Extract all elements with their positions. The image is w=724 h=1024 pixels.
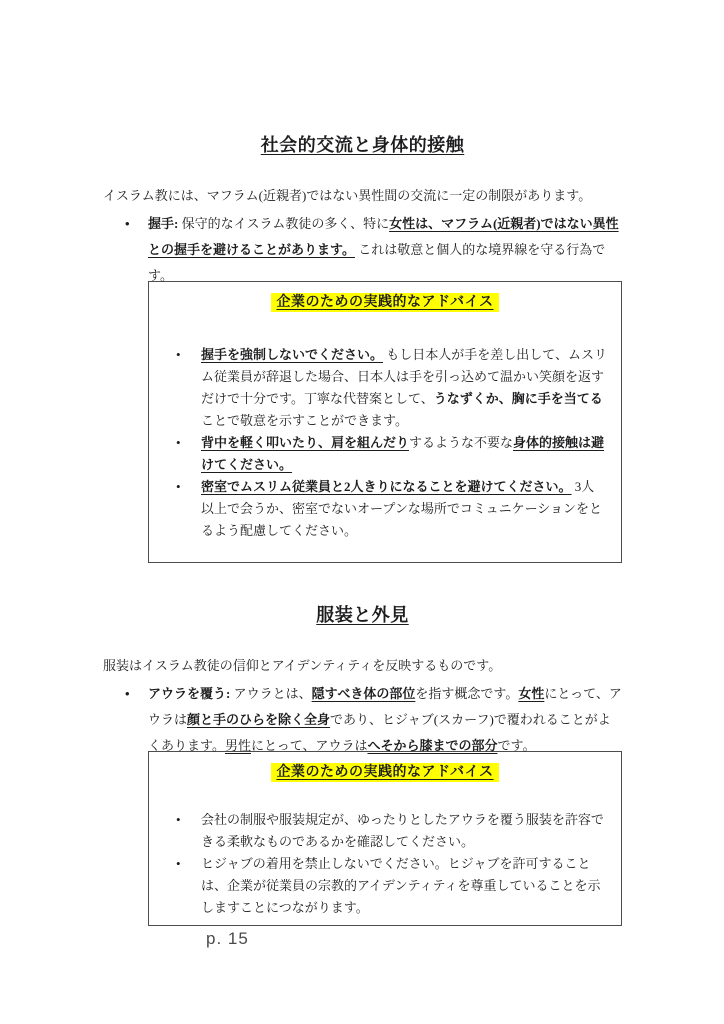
list-item [201, 432, 607, 476]
text-segment: にとって、アウラは [250, 738, 368, 753]
bullet-list [103, 211, 622, 289]
advice-bullet-list [149, 809, 621, 925]
page-content [103, 0, 622, 949]
highlighted-title: 企業のための実践的なアドバイス [271, 293, 498, 312]
text-segment: 顔と手のひらを除く全身 [187, 712, 331, 727]
text-segment: これは敬意と個人的な境界線を守る行為です。 [148, 242, 606, 283]
text-segment: ヒジャブの着用を禁止しないでください。ヒジャブを許可することは、企業が従業員の宗教的アイデンティティを尊重していることを示しますことにつながります。 [201, 856, 601, 915]
section-intro: 服装はイスラム教徒の信仰とアイデンティティを反映するものです。 [103, 658, 502, 673]
section-intro: イスラム教には、マフラム(近親者)ではない異性間の交流に一定の制限があります。 [103, 188, 592, 203]
text-segment: 握手を強制しないでください。 [201, 347, 384, 362]
text-segment: 保守的なイスラム教徒の多く、特に [181, 216, 390, 231]
list-item [103, 681, 622, 759]
list-item [201, 809, 607, 853]
text-segment: 男性 [224, 738, 251, 753]
page-number: p. 15 [206, 929, 249, 948]
advice-box [148, 281, 622, 563]
bullet-list [103, 681, 622, 759]
text-segment: 女性 [518, 686, 545, 701]
advice-box [148, 751, 622, 926]
text-segment: アウラとは、 [233, 686, 312, 701]
text-segment: アウラを覆う: [148, 686, 234, 701]
highlighted-title: 企業のための実践的なアドバイス [271, 763, 498, 782]
text-segment: 会社の制服や服装規定が、ゆったりとしたアウラを覆う服装を許容できる柔軟なものであるかを確認してください。 [201, 812, 604, 849]
text-segment: にとって、アウラは [148, 686, 622, 727]
text-segment: へそから膝までの部分 [367, 738, 498, 753]
section-title-social-interaction: 社会的交流と身体的接触 [260, 135, 465, 155]
text-segment: ことで敬意を示すことができます。 [201, 413, 408, 428]
text-segment: 女性は、マフラム(近親者)ではない異性との握手を避けることがあります。 [148, 216, 619, 257]
text-segment: 握手: [148, 216, 182, 231]
text-segment: 身体的接触は避けてください。 [201, 435, 605, 472]
text-segment: もし日本人が手を差し出して、ムスリム従業員が辞退した場合、日本人は手を引っ込めて温かい笑顔を返すだけで十分です。丁寧な代替案として、 [201, 347, 608, 406]
text-segment: 密室でムスリム従業員と2人きりになることを避けてください。 [201, 479, 572, 494]
text-segment: 背中を軽く叩いたり、肩を組んだり [201, 435, 410, 450]
section-title-clothing-appearance: 服装と外見 [316, 605, 409, 625]
text-segment: です。 [497, 738, 536, 753]
text-segment: うなずくか、胸に手を当てる [433, 391, 603, 406]
text-segment: 3人以上で会うか、密室でないオープンな場所でコミュニケーションをとるよう配慮してください。 [201, 479, 603, 538]
text-segment: であり、ヒジャブ(スカーフ)で覆われることがよくあります。 [148, 712, 611, 753]
advice-bullet-list [149, 344, 621, 558]
list-item [103, 211, 622, 289]
text-segment: するような不要な [409, 435, 514, 450]
text-segment: 隠すべき体の部位 [311, 686, 416, 701]
list-item [201, 476, 607, 542]
list-item [201, 853, 607, 919]
text-segment: を指す概念です。 [415, 686, 519, 701]
list-item [201, 344, 607, 432]
